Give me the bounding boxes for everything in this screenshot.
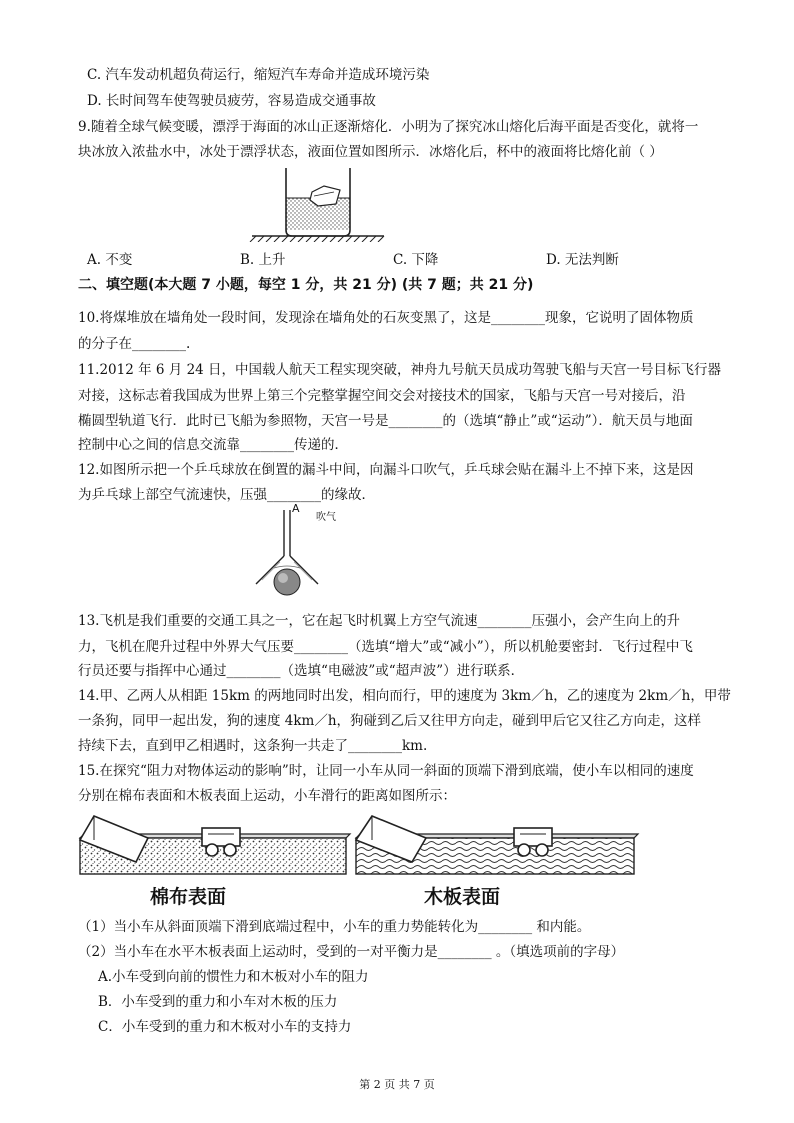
q11-stem-line-3: 椭圆型轨道飞行．此时已飞船为参照物，天宫一号是________的（选填“静止”或“运动”）．航天员与地面 <box>78 413 693 429</box>
q8-option-c: C. 汽车发动机超负荷运行，缩短汽车寿命并造成环境污染 <box>87 67 430 83</box>
page-footer: 第 2 页 共 7 页 <box>359 1078 435 1091</box>
q9-option-a: A. 不变 <box>87 252 133 268</box>
q13-stem-line-3: 行员还要与指挥中心通过________（选填“电磁波”或“超声波”）进行联系． <box>78 663 525 679</box>
funnel-drawing <box>244 504 354 600</box>
q14-stem-line-2: 一条狗，同甲一起出发，狗的速度 4km／h，狗碰到乙后又往甲方向走，碰到甲后它又往乙方向走，这样 <box>78 713 702 729</box>
q12-funnel-figure <box>244 504 354 600</box>
q9-stem-line-2: 块冰放入浓盐水中，冰处于漂浮状态，液面位置如图所示．冰熔化后，杯中的液面将比熔化前（ ） <box>78 144 663 160</box>
q14-stem-line-3: 持续下去，直到甲乙相遇时，这条狗一共走了________km. <box>78 738 428 754</box>
q12-stem-line-1: 12.如图所示把一个乒乓球放在倒置的漏斗中间，向漏斗口吹气，乒乓球会贴在漏斗上不掉下来，这是因 <box>78 462 694 478</box>
q13-stem-line-1: 13.飞机是我们重要的交通工具之一，它在起飞时机翼上方空气流速________压强小，会产生向上的升 <box>78 613 680 629</box>
q13-stem-line-2: 力，飞机在爬升过程中外界大气压要________（选填“增大”或“减小”），所以机舱要密封．飞行过程中飞 <box>78 639 693 655</box>
q15-caption-wood: 木板表面 <box>424 886 501 908</box>
q12-stem-line-2: 为乒乓球上部空气流速快，压强________的缘故． <box>78 487 375 503</box>
q15-sub-question-2: （2）当小车在水平木板表面上运动时，受到的一对平衡力是________ 。（填选项前的字母） <box>78 944 625 960</box>
q9-stem-line-1: 9.随着全球气候变暖，漂浮于海面的冰山正逐渐熔化．小明为了探究冰山熔化后海平面是否变化，就将一 <box>78 119 699 135</box>
q15-option-c: C．小车受到的重力和木板对小车的支持力 <box>98 1019 352 1035</box>
q15-sub-question-1: （1）当小车从斜面顶端下滑到底端过程中，小车的重力势能转化为________ 和内能。 <box>78 919 591 935</box>
q9-option-b: B. 上升 <box>240 252 286 268</box>
q10-stem-line-2: 的分子在________. <box>78 336 191 352</box>
q14-stem-line-1: 14.甲、乙两人从相距 15km 的两地同时出发，相向而行，甲的速度为 3km／h，乙的速度为 2km／h，甲带 <box>78 688 731 704</box>
q12-fig-label-blow: 吹气 <box>316 512 336 523</box>
q11-stem-line-1: 11.2012 年 6 月 24 日，中国载人航天工程实现突破，神舟九号航天员成功驾驶飞船与天宫一号目标飞行器 <box>78 362 722 378</box>
q15-option-a: A.小车受到向前的惯性力和木板对小车的阻力 <box>98 969 369 985</box>
q9-beaker-figure <box>248 166 388 242</box>
q12-fig-label-a: A <box>292 502 300 515</box>
q15-surface-drawing <box>78 810 718 890</box>
q8-option-d: D. 长时间驾车使驾驶员疲劳，容易造成交通事故 <box>87 93 376 109</box>
q10-stem-line-1: 10.将煤堆放在墙角处一段时间，发现涂在墙角处的石灰变黑了，这是________现象，它说明了固体物质 <box>78 310 694 326</box>
q11-stem-line-2: 对接，这标志着我国成为世界上第三个完整掌握空间交会对接技术的国家，飞船与天宫一号对接后，沿 <box>78 388 686 404</box>
q9-option-d: D. 无法判断 <box>546 252 619 268</box>
q15-stem-line-2: 分别在棉布表面和木板表面上运动，小车滑行的距离如图所示： <box>78 788 456 804</box>
q9-option-c: C. 下降 <box>393 252 439 268</box>
q11-stem-line-4: 控制中心之间的信息交流靠________传递的． <box>78 437 348 453</box>
section-heading: 二、填空题(本大题 7 小题，每空 1 分，共 21 分) (共 7 题；共 21 分) <box>78 277 534 293</box>
q15-option-b: B．小车受到的重力和小车对木板的压力 <box>98 994 338 1010</box>
q15-caption-cloth: 棉布表面 <box>150 886 227 908</box>
q15-surface-figure <box>78 810 718 914</box>
q15-stem-line-1: 15.在探究“阻力对物体运动的影响”时，让同一小车从同一斜面的顶端下滑到底端，使小车以相同的速度 <box>78 763 694 779</box>
